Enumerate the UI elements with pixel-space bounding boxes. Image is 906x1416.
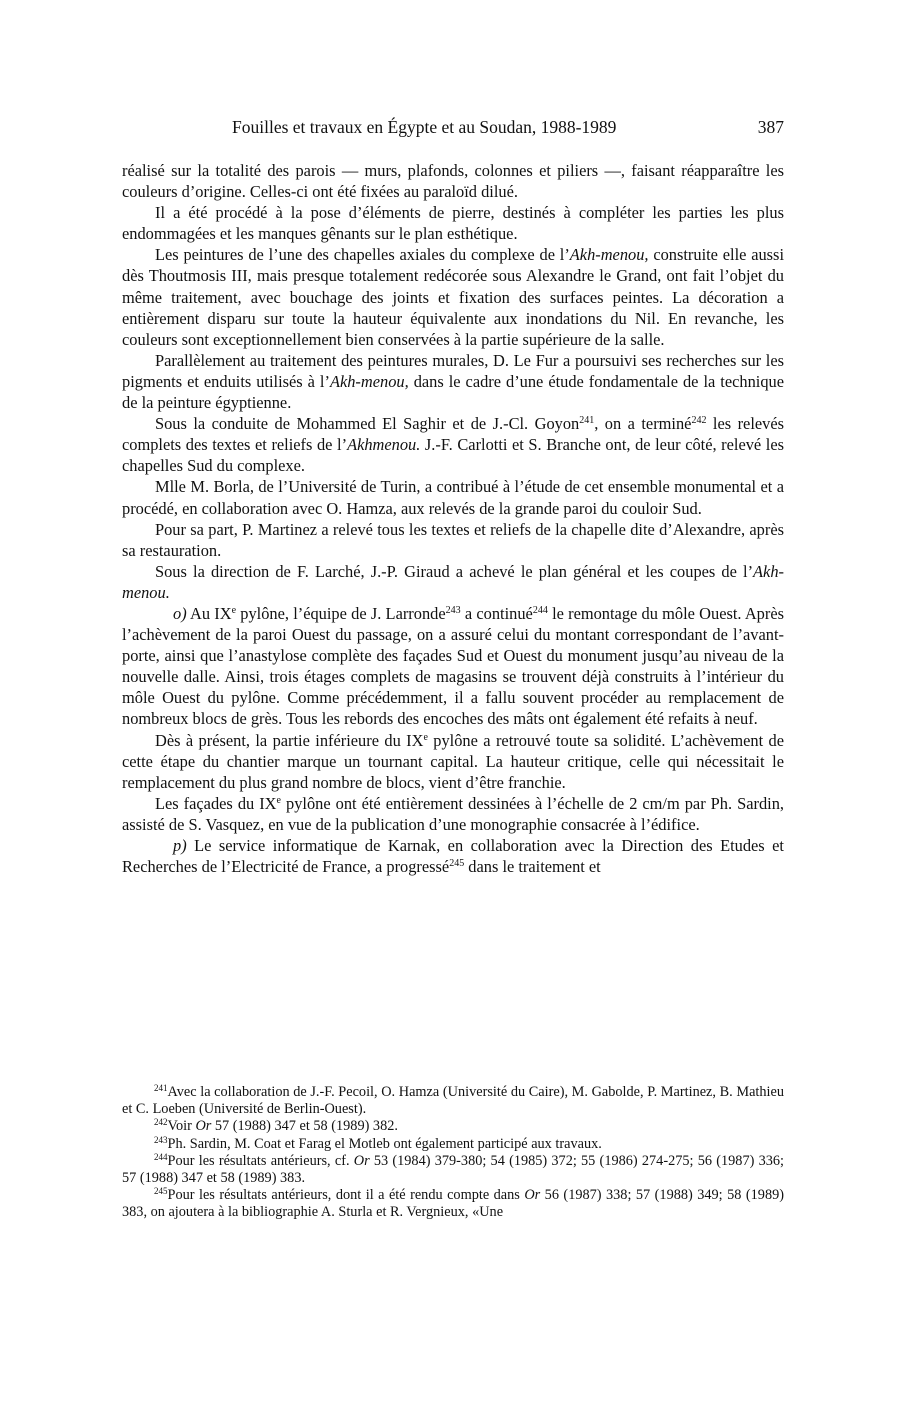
footnote-ref-244[interactable]: 244 [532, 604, 548, 616]
body-text [122, 160, 784, 877]
paragraph-4: Parallèlement au traitement des peintures murales, D. Le Fur a poursuivi ses recherches sur les pigments et enduits utilisés à l’Akh-menou, dans le cadre d’une étude fondamentale de la technique de la peinture égyptienne. [122, 350, 784, 413]
italic-term: Akh-menou, [569, 245, 649, 265]
footnote-ref-243[interactable]: 243 [445, 604, 461, 616]
footnote-ref-242[interactable]: 242 [691, 415, 707, 427]
footnote-241: $^{241}$Avec la collaboration de J.-F. Pecoil, O. Hamza (Université du Caire), M. Gabolde, P. Martinez, B. Mathieu et C. Loeben (Université de Berlin-Ouest). [122, 1083, 784, 1118]
paragraph-5: Sous la conduite de Mohammed El Saghir et de J.-Cl. Goyon$^{241}$, on a terminé$^{242}$ les relevés complets des textes et reliefs de l’Akhmenou. J.-F. Carlotti et S. Branche ont, de leur côté, relevé les chapelles Sud du complexe. [122, 414, 785, 476]
footnote-ref-241[interactable]: 241 [579, 415, 595, 427]
italic-term: Akh-menou, [329, 371, 409, 391]
section-letter-p: p) [173, 836, 187, 855]
paragraph-11: Les façades du IXe pylône ont été entièrement dessinées à l’échelle de 2 cm/m par Ph. Sardin, assisté de S. Vasquez, en vue de la publication d’une monographie consacrée à l’édifice. [122, 793, 784, 834]
paragraph-9: o) Au IXe pylône, l’équipe de J. Larronde$^{243}$ a continué$^{244}$ le remontage du môle Ouest. Après l’achèvement de la paroi Ouest du passage, on a assuré celui du montant correspondant de l’avant-porte, ainsi que l’anastylose complète des façades Sud et Ouest du monument jusqu’au niveau de la nouvelle dalle. Ainsi, trois étages complets de magasins se trouvent déjà construits à l’intérieur du môle Ouest du pylône. Comme précédemment, il a fallu souvent procéder au remplacement de nombreux blocs de grès. Tous les rebords des encoches des mâts ont également été refaits à neuf. [122, 603, 784, 729]
paragraph-12: p) Le service informatique de Karnak, en collaboration avec la Direction des Etudes et Recherches de l’Electricité de France, a progressé$^{245}$ dans le traitement et [122, 836, 784, 877]
paragraph-6: Mlle M. Borla, de l’Université de Turin, a contribué à l’étude de cet ensemble monumental et a procédé, en collaboration avec O. Hamza, aux relevés de la grande paroi du couloir Sud. [122, 477, 784, 518]
section-letter-o: o) [173, 603, 187, 623]
paragraph-10: Dès à présent, la partie inférieure du IXe pylône a retrouvé toute sa solidité. L’achèvement de cette étape du chantier marque un tournant capital. La hauteur critique, celle qui nécessitait le remplacement du plus grand nombre de blocs, vient d’être franchie. [122, 730, 784, 792]
page-number: 387 [757, 117, 784, 137]
footnotes [122, 1084, 784, 1222]
footnote-243: $^{243}$Ph. Sardin, M. Coat et Farag el Motleb ont également participé aux travaux. [154, 1134, 602, 1152]
paragraph-8: Sous la direction de F. Larché, J.-P. Giraud a achevé le plan général et les coupes de l’Akh-menou. [122, 561, 784, 602]
footnote-242: $^{242}$Voir Or 57 (1988) 347 et 58 (1989) 382. [154, 1117, 398, 1135]
footnote-ref-245[interactable]: 245 [449, 858, 465, 870]
paragraph-2: Il a été procédé à la pose d’éléments de pierre, destinés à compléter les parties les plus endommagées et les manques gênants sur le plan esthétique. [122, 203, 784, 244]
paragraph-7: Pour sa part, P. Martinez a relevé tous les textes et reliefs de la chapelle dite d’Alexandre, après sa restauration. [122, 519, 784, 560]
italic-term: Akh-menou. [122, 561, 784, 602]
footnote-244: $^{244}$Pour les résultats antérieurs, cf. Or 53 (1984) 379-380; 54 (1985) 372; 55 (1986) 274-275; 56 (1987) 336; 57 (1988) 347 et 58 (1989) 383. [122, 1151, 784, 1187]
paragraph-3: Les peintures de l’une des chapelles axiales du complexe de l’Akh-menou, construite elle aussi dès Thoutmosis III, mais presque totalement redécorée sous Alexandre le Grand, ont fait l’objet du même traitement, avec bouchage des joints et fixation des surfaces peintes. La décoration a entièrement disparu sur toute la hauteur équivalente aux inondations du Nil. En revanche, les couleurs sont exceptionnellement bien conservées à la partie supérieure de la salle. [122, 245, 784, 349]
italic-term: Akhmenou. [347, 435, 421, 455]
running-title: Fouilles et travaux en Égypte et au Soudan, 1988-1989 [232, 117, 617, 137]
paragraph-1: réalisé sur la totalité des parois — murs, plafonds, colonnes et piliers —, faisant réapparaître les couleurs d’origine. Celles-ci ont été fixées au paraloïd dilué. [122, 161, 784, 202]
footnote-245: $^{245}$Pour les résultats antérieurs, dont il a été rendu compte dans Or 56 (1987) 338; 57 (1988) 349; 58 (1989) 383, on ajoutera à la bibliographie A. Sturla et R. Vergnieux, «Une [122, 1186, 785, 1221]
